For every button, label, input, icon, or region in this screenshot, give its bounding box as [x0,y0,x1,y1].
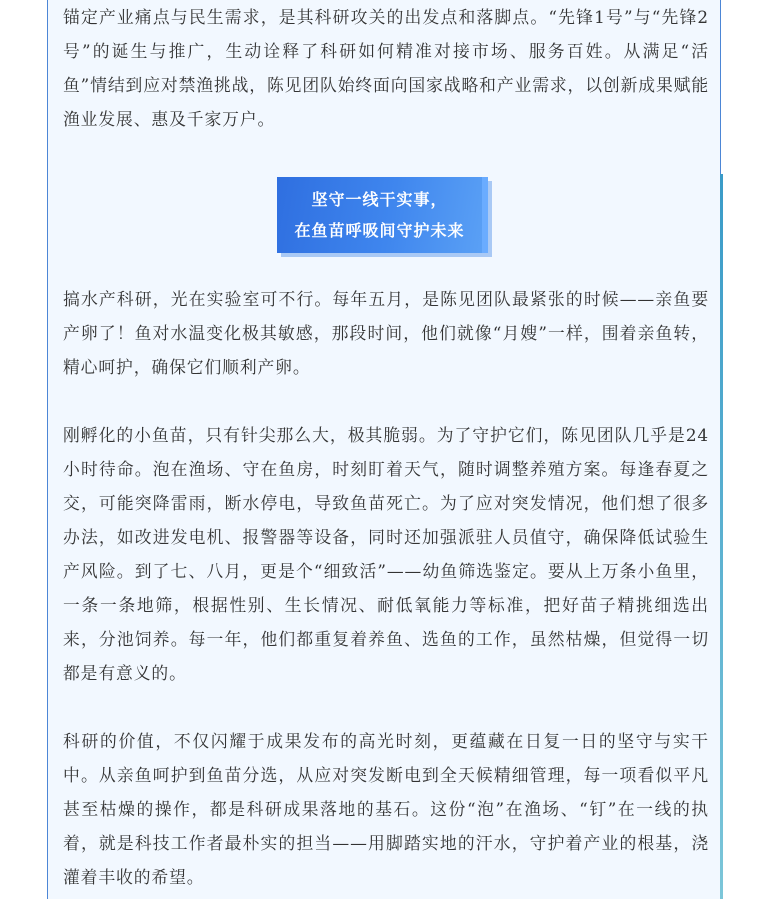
article-paragraph: 搞水产科研，光在实验室可不行。每年五月，是陈见团队最紧张的时候——亲鱼要产卵了！鱼对水温变化极其敏感，那段时间，他们就像“月嫂”一样，围着亲鱼转，精心呵护，确保它们顺利产卵。 [63,289,709,377]
section-heading-box [277,177,488,253]
section-heading [277,177,492,257]
article-paragraph: 科研的价值，不仅闪耀于成果发布的高光时刻，更蕴藏在日复一日的坚守与实干中。从亲鱼呵护到鱼苗分选，从应对突发断电到全天候精细管理，每一项看似平凡甚至枯燥的操作，都是科研成果落地的基石。这份“泡”在渔场、“钉”在一线的执着，就是科技工作者最朴实的担当——用脚踏实地的汗水，守护着产业的根基，浇灌着丰收的希望。 [63,731,709,887]
article-paragraph: 刚孵化的小鱼苗，只有针尖那么大，极其脆弱。为了守护它们，陈见团队几乎是24小时待命。泡在渔场、守在鱼房，时刻盯着天气，随时调整养殖方案。每逢春夏之交，可能突降雷雨，断水停电，导致鱼苗死亡。为了应对突发情况，他们想了很多办法，如改进发电机、报警器等设备，同时还加强派驻人员值守，确保降低试验生产风险。到了七、八月，更是个“细致活”——幼鱼筛选鉴定。要从上万条小鱼里，一条一条地筛，根据性别、生长情况、耐低氧能力等标准，把好苗子精挑细选出来，分池饲养。每一年，他们都重复着养鱼、选鱼的工作，虽然枯燥，但觉得一切都是有意义的。 [63,425,709,683]
section-heading-line-2: 在鱼苗呼吸间守护未来 [294,221,465,240]
article-paragraph: 锚定产业痛点与民生需求，是其科研攻关的出发点和落脚点。“先锋1号”与“先锋2号”的诞生与推广，生动诠释了科研如何精准对接市场、服务百姓。从满足“活鱼”情结到应对禁渔挑战，陈见团队始终面向国家战略和产业需求，以创新成果赋能渔业发展、惠及千家万户。 [63,7,710,129]
article-panel [47,0,721,899]
section-heading-line-1: 坚守一线干实事， [311,190,448,209]
panel-edge-accent [720,174,723,899]
